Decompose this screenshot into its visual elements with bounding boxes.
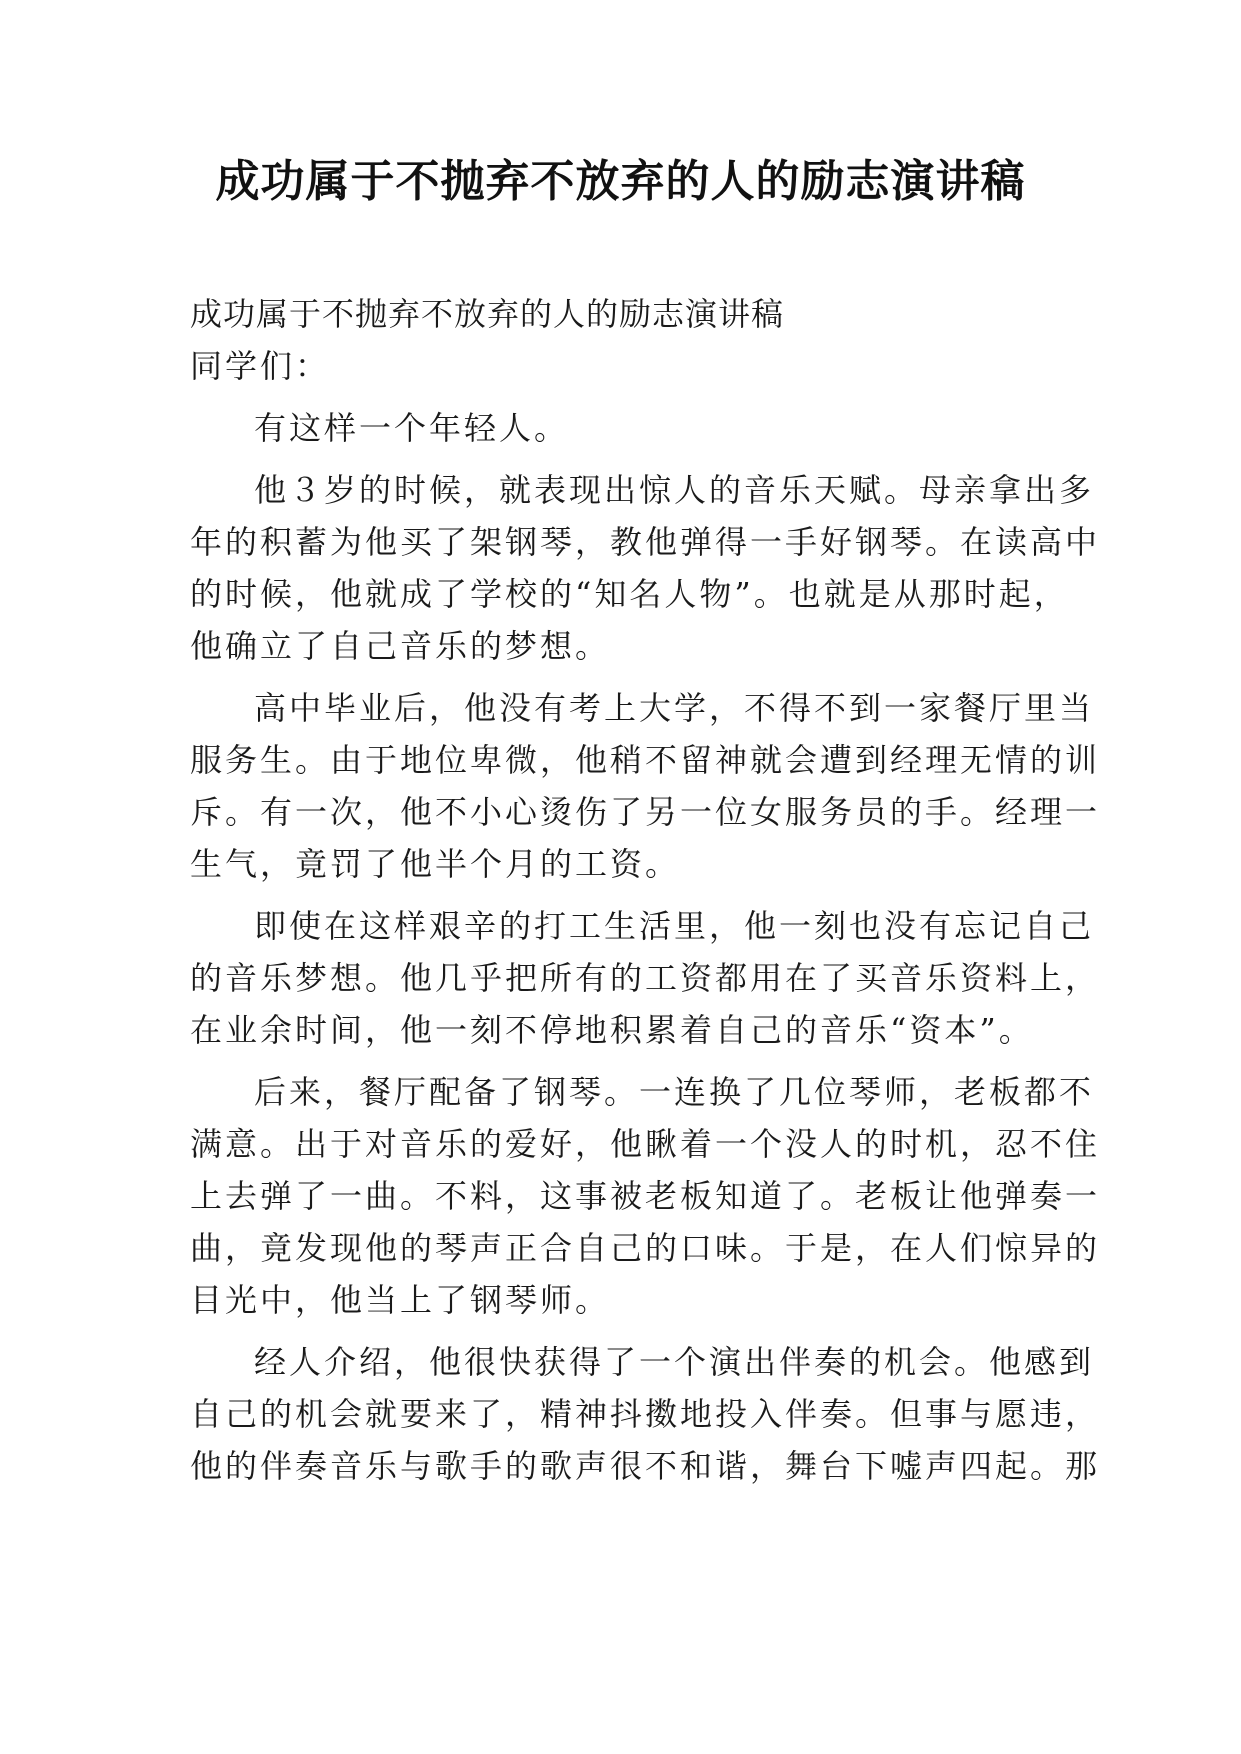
- paragraph: [190, 464, 1101, 672]
- paragraph-line: 满意。出于对音乐的爱好，他瞅着一个没人的时机，忍不住: [190, 1125, 1101, 1163]
- paragraph-line: 自己的机会就要来了，精神抖擞地投入伴奏。但事与愿违，: [190, 1395, 1101, 1433]
- paragraph-line: 目光中，他当上了钢琴师。: [190, 1281, 611, 1319]
- paragraph-line: 高中毕业后，他没有考上大学，不得不到一家餐厅里当: [254, 689, 1095, 727]
- document-subtitle: 成功属于不抛弃不放弃的人的励志演讲稿: [190, 295, 785, 333]
- paragraph: [190, 682, 1101, 890]
- paragraph-line: 他的伴奏音乐与歌手的歌声很不和谐，舞台下嘘声四起。那: [190, 1447, 1101, 1485]
- paragraph-line: 斥。有一次，他不小心烫伤了另一位女服务员的手。经理一: [190, 793, 1101, 831]
- salutation: 同学们：: [190, 347, 331, 385]
- paragraph: [190, 1066, 1101, 1326]
- paragraph-line: 的时候，他就成了学校的“知名人物”。也就是从那时起，: [190, 575, 1069, 613]
- paragraph-line: 服务生。由于地位卑微，他稍不留神就会遭到经理无情的训: [190, 741, 1101, 779]
- paragraph-line: 后来，餐厅配备了钢琴。一连换了几位琴师，老板都不: [254, 1073, 1095, 1111]
- paragraph-line: 年的积蓄为他买了架钢琴，教他弹得一手好钢琴。在读高中: [190, 523, 1101, 561]
- paragraph: [190, 402, 1050, 454]
- paragraph-line: 曲，竟发现他的琴声正合自己的口味。于是，在人们惊异的: [190, 1229, 1101, 1267]
- paragraph-line: 有这样一个年轻人。: [254, 409, 570, 447]
- paragraph-line: 在业余时间，他一刻不停地积累着自己的音乐“资本”。: [190, 1011, 1034, 1049]
- paragraph-line: 的音乐梦想。他几乎把所有的工资都用在了买音乐资料上，: [190, 959, 1101, 997]
- paragraph-line: 上去弹了一曲。不料，这事被老板知道了。老板让他弹奏一: [190, 1177, 1101, 1215]
- paragraph: [190, 1336, 1101, 1492]
- paragraph-line: 他确立了自己音乐的梦想。: [190, 627, 611, 665]
- paragraph-line: 生气，竟罚了他半个月的工资。: [190, 845, 681, 883]
- paragraph: [190, 900, 1101, 1056]
- paragraph-line: 即使在这样艰辛的打工生活里，他一刻也没有忘记自己: [254, 907, 1095, 945]
- document-body: [190, 288, 1101, 1502]
- paragraph-line: 他３岁的时候，就表现出惊人的音乐天赋。母亲拿出多: [254, 471, 1095, 509]
- document-title: 成功属于不抛弃不放弃的人的励志演讲稿: [215, 156, 1026, 207]
- paragraph-line: 经人介绍，他很快获得了一个演出伴奏的机会。他感到: [254, 1343, 1095, 1381]
